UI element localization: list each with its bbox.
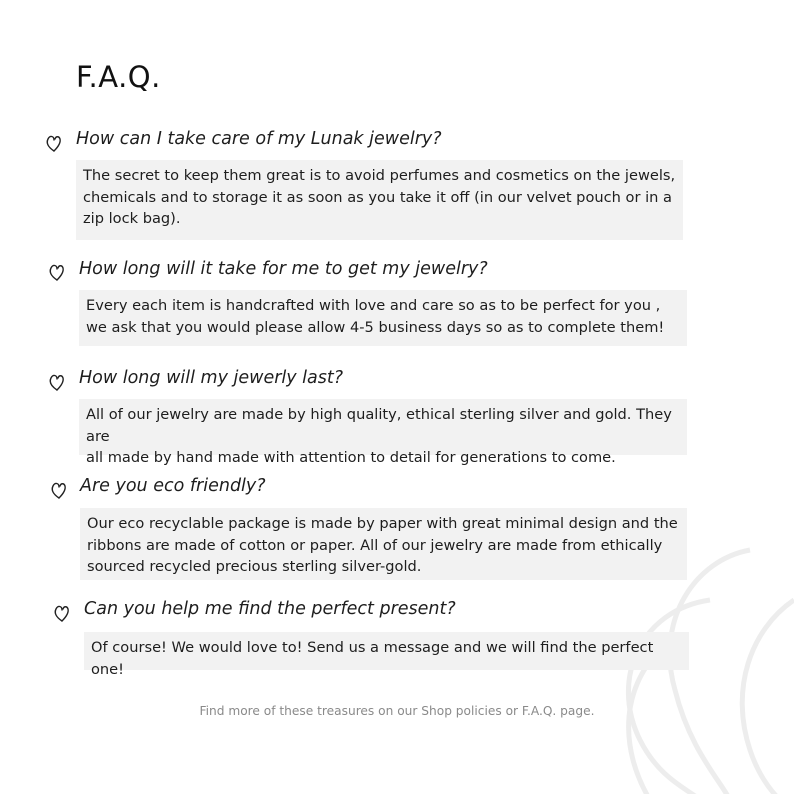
faq-question-4: Are you eco friendly?	[80, 476, 266, 496]
faq-question-3: How long will my jewerly last?	[79, 368, 344, 388]
faq-answer-4: Our eco recyclable package is made by paper with great minimal design and the ribbons are made of cotton or paper. All of our jewelry are made from ethically sourced recycled precious sterling silver-gold.	[80, 508, 687, 580]
page-title: F.A.Q.	[76, 60, 161, 94]
heart-outline-icon	[47, 372, 67, 392]
heart-outline-icon	[52, 603, 72, 623]
faq-question-5: Can you help me find the perfect present?	[84, 599, 456, 619]
faq-answer-2: Every each item is handcrafted with love and care so as to be perfect for you , we ask that you would please allow 4-5 business days so as to complete them!	[79, 290, 687, 346]
heart-outline-icon	[44, 133, 64, 153]
faq-answer-3: All of our jewelry are made by high quality, ethical sterling silver and gold. They are all made by hand made with attention to detail for generations to come.	[79, 399, 687, 455]
faq-answer-1: The secret to keep them great is to avoid perfumes and cosmetics on the jewels, chemicals and to storage it as soon as you take it off (in our velvet pouch or in a zip lock bag).	[76, 160, 683, 240]
footer-note: Find more of these treasures on our Shop policies or F.A.Q. page.	[199, 704, 595, 718]
heart-outline-icon	[49, 480, 69, 500]
heart-outline-icon	[47, 262, 67, 282]
faq-answer-5: Of course! We would love to! Send us a message and we will find the perfect one!	[84, 632, 689, 670]
faq-question-2: How long will it take for me to get my jewelry?	[79, 259, 488, 279]
faq-question-1: How can I take care of my Lunak jewelry?	[76, 129, 442, 149]
